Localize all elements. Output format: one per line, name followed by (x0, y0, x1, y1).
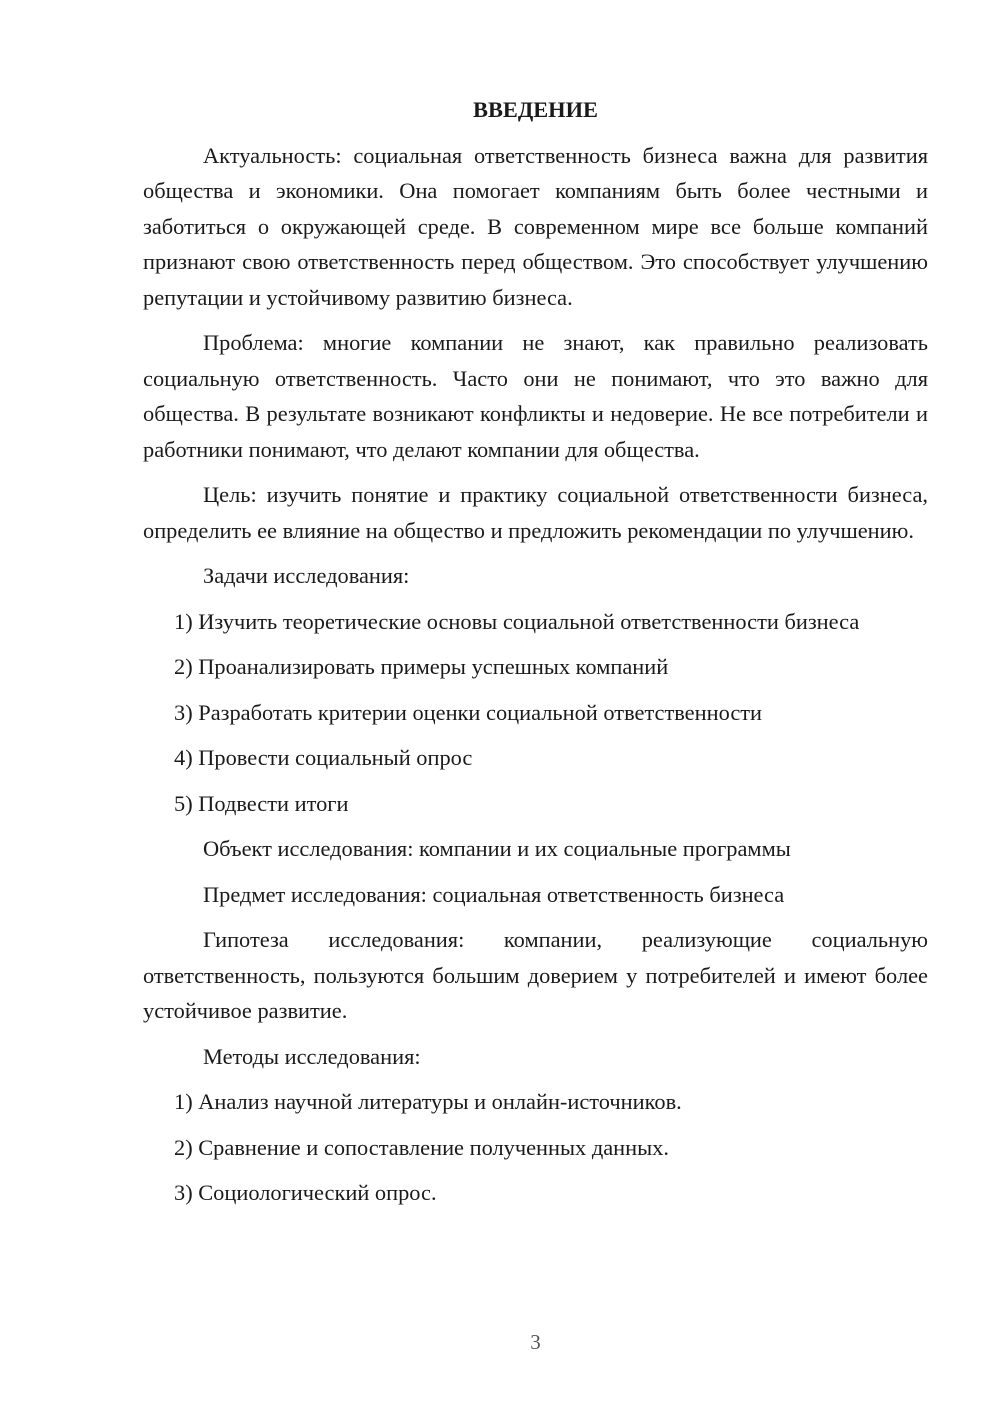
task-item: 2) Проанализировать примеры успешных компаний (174, 654, 669, 679)
relevance-paragraph: Актуальность: социальная ответственность бизнеса важна для развития общества и экономики. Она помогает компаниям быть более честными и заботиться о окружающей среде. В современном мире все больше компаний признают свою ответственность перед обществом. Это способствует улучшению репутации и устойчивому развитию бизнеса. (143, 142, 928, 310)
task-item: 5) Подвести итоги (174, 790, 349, 816)
document-page (143, 92, 928, 1211)
page-number: 3 (530, 1330, 541, 1354)
goal-paragraph: Цель: изучить понятие и практику социальной ответственности бизнеса, определить ее влияние на общество и предложить рекомендации по улучшению. (143, 482, 928, 543)
problem-paragraph: Проблема: многие компании не знают, как правильно реализовать социальную ответственность. Часто они не понимают, что это важно для общества. В результате возникают конфликты и недоверие. Не все потребители и работники понимают, что делают компании для общества. (143, 330, 928, 462)
page-title: ВВЕДЕНИЕ (473, 97, 598, 122)
task-item: 4) Провести социальный опрос (174, 745, 473, 770)
method-item: 1) Анализ научной литературы и онлайн-источников. (174, 1089, 682, 1114)
method-item: 2) Сравнение и сопоставление полученных данных. (174, 1134, 669, 1160)
task-item: 1) Изучить теоретические основы социальной ответственности бизнеса (174, 608, 860, 634)
object-paragraph: Объект исследования: компании и их социальные программы (203, 836, 791, 861)
task-item: 3) Разработать критерии оценки социальной ответственности (174, 699, 763, 725)
hypothesis-paragraph: Гипотеза исследования: компании, реализующие социальную ответственность, пользуются большим доверием у потребителей и имеют более устойчивое развитие. (143, 927, 928, 1023)
tasks-heading: Задачи исследования: (203, 563, 410, 588)
method-item: 3) Социологический опрос. (174, 1180, 437, 1205)
methods-heading: Методы исследования: (203, 1043, 421, 1069)
subject-paragraph: Предмет исследования: социальная ответственность бизнеса (203, 881, 785, 907)
